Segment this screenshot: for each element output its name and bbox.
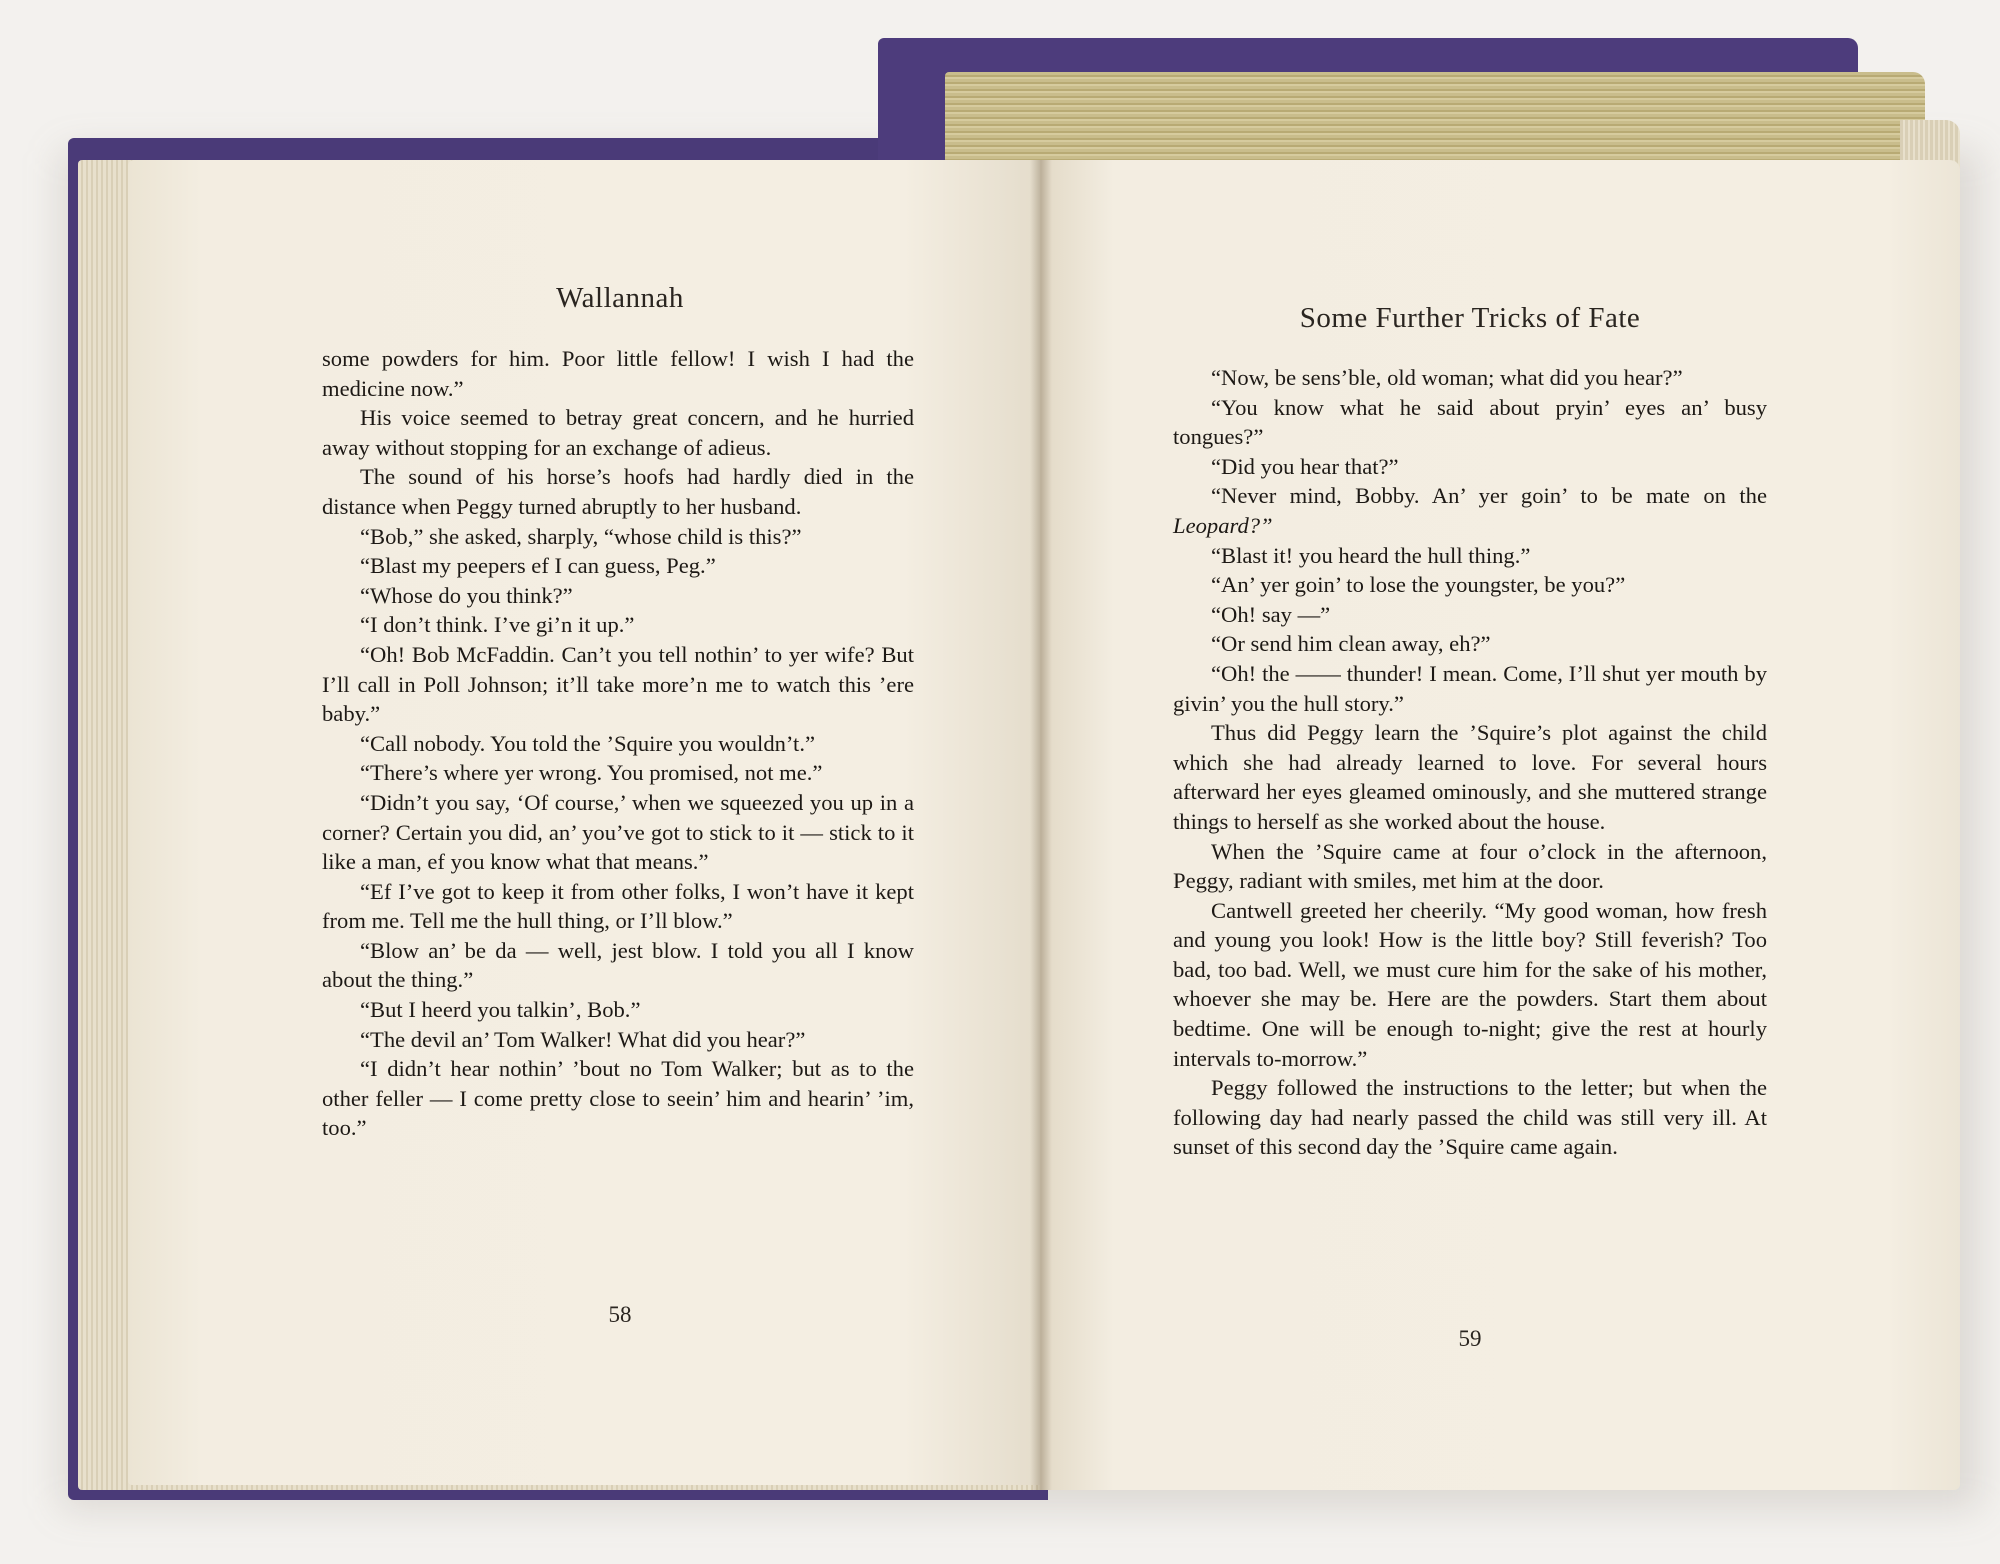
- paragraph: “I don’t think. I’ve gi’n it up.”: [360, 612, 635, 638]
- paragraph: “Now, be sens’ble, old woman; what did you hear?”: [1211, 365, 1683, 390]
- paragraph: “Or send him clean away, eh?”: [1211, 631, 1491, 657]
- left-running-head: Wallannah: [556, 282, 684, 314]
- italic-ship-name: Leopard?”: [1173, 512, 1273, 538]
- right-page-number: 59: [1458, 1326, 1482, 1351]
- paragraph: some powders for him. Poor little fellow! I wish I had the medicine now.”: [322, 346, 914, 401]
- paragraph: “Bob,” she asked, sharply, “whose child is this?”: [360, 523, 802, 549]
- left-page-number: 58: [608, 1302, 632, 1327]
- paragraph: “There’s where yer wrong. You promised, not me.”: [360, 760, 823, 786]
- paragraph: “Blast it! you heard the hull thing.”: [1211, 542, 1531, 568]
- paragraph: “Oh! Bob McFaddin. Can’t you tell nothin’ to yer wife? But I’ll call in Poll Johnson; it’ll take more’n me to watch this ’ere baby.”: [322, 641, 914, 727]
- paragraph: When the ’Squire came at four o’clock in the afternoon, Peggy, radiant with smiles, met him at the door.: [1173, 838, 1767, 894]
- paragraph: “The devil an’ Tom Walker! What did you hear?”: [360, 1026, 806, 1052]
- paragraph: The sound of his horse’s hoofs had hardly died in the distance when Peggy turned abruptly to her husband.: [322, 464, 914, 519]
- paragraph: “But I heerd you talkin’, Bob.”: [360, 997, 641, 1023]
- paragraph: “Oh! say —”: [1211, 601, 1331, 627]
- paragraph: “Whose do you think?”: [360, 582, 573, 608]
- paragraph: “Blast my peepers ef I can guess, Peg.”: [360, 553, 716, 579]
- paragraph: Cantwell greeted her cheerily. “My good woman, how fresh and young you look! How is the little boy? Still feverish? Too bad, too bad. Well, we must cure him for the sake of his mother, whoever she may be. Here are the powders. Start them about bedtime. One will be enough to-night; give the rest at hourly intervals to-morrow.”: [1173, 897, 1767, 1071]
- right-running-head: Some Further Tricks of Fate: [1299, 302, 1641, 334]
- paragraph: “Didn’t you say, ‘Of course,’ when we squeezed you up in a corner? Certain you did, an’ you’ve got to stick to it — stick to it like a man, ef you know what that means.”: [322, 789, 914, 875]
- paragraph-text: “Never mind, Bobby. An’ yer goin’ to be mate on the: [1211, 483, 1767, 509]
- paragraph: [1173, 481, 1767, 540]
- right-page-text: [1173, 363, 1767, 1162]
- paragraph: His voice seemed to betray great concern, and he hurried away without stopping for an exchange of adieus.: [322, 405, 914, 460]
- paragraph: “Blow an’ be da — well, jest blow. I told you all I know about the thing.”: [322, 937, 914, 993]
- paragraph: “You know what he said about pryin’ eyes an’ busy tongues?”: [1173, 394, 1767, 450]
- paragraph: “Call nobody. You told the ’Squire you wouldn’t.”: [360, 730, 815, 756]
- paragraph: Thus did Peggy learn the ’Squire’s plot against the child which she had already learned to love. For several hours afterward her eyes gleamed ominously, and she muttered strange things to herself as she worked about the house.: [1173, 720, 1767, 834]
- paragraph: “An’ yer goin’ to lose the youngster, be you?”: [1211, 572, 1626, 598]
- left-page-text: [322, 344, 914, 1143]
- paragraph: “Did you hear that?”: [1211, 453, 1399, 479]
- book-gutter: [1030, 160, 1052, 1490]
- paragraph: “Ef I’ve got to keep it from other folks, I won’t have it kept from me. Tell me the hull thing, or I’ll blow.”: [322, 878, 914, 934]
- paragraph: “I didn’t hear nothin’ ’bout no Tom Walker; but as to the other feller — I come pretty close to seein’ him and hearin’ ’im, too.”: [322, 1056, 914, 1141]
- page-edges-top: [945, 72, 1925, 172]
- paragraph: “Oh! the —— thunder! I mean. Come, I’ll shut yer mouth by givin’ you the hull story.”: [1173, 660, 1767, 716]
- paragraph: Peggy followed the instructions to the letter; but when the following day had nearly passed the child was still very ill. At sunset of this second day the ’Squire came again.: [1173, 1075, 1767, 1160]
